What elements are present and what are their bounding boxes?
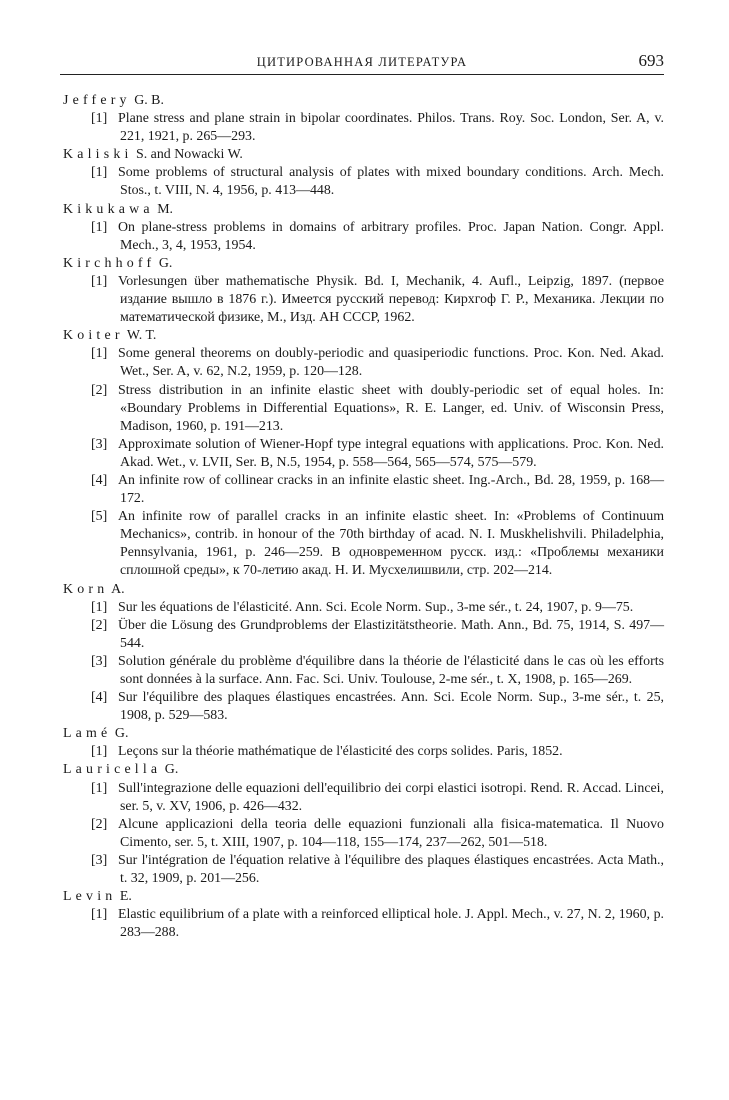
author-initials: G. [114,726,129,742]
reference-text: Leçons sur la théorie mathématique de l'élasticité des corps solides. Paris, 1852. [118,744,563,760]
reference-text: Approximate solution of Wiener-Hopf type integral equations with applications. Proc. Kon. Ned. Akad. Wet., v. LVII, Ser. B, N.5, 1954, p. 558—564, 565—574, 575—579. [118,436,664,470]
reference-number: [1] [91,599,108,615]
author-heading [60,327,664,345]
reference-text: Stress distribution in an infinite elastic sheet with doubly-periodic set of equal holes. In: «Boundary Problems in Differential Equations», R. E. Langer, ed. Univ. of Wisconsin Press, Madison, 1960, p. 191—213. [118,382,664,434]
author-initials: W. T. [126,328,157,344]
author-surname: Lauricella [63,762,162,778]
author-initials: G. B. [134,93,164,108]
author-heading [60,888,664,906]
reference-text: Some problems of structural analysis of plates with mixed boundary conditions. Arch. Mech. Stos., t. VIII, N. 4, 1956, p. 413—448. [118,165,664,199]
author-heading [60,201,664,219]
reference-item [60,382,664,436]
reference-text: Alcune applicazioni della teoria delle equazioni funzionali alla fisica-matematica. Il Nuovo Cimento, ser. 5, t. XIII, 1907, p. 104—118, 155—174, 237—262, 501—518. [118,816,664,850]
reference-text: Some general theorems on doubly-periodic and quasiperiodic functions. Proc. Kon. Ned. Akad. Wet., Ser. A, v. 62, N.2, 1959, p. 120—128. [118,346,664,380]
author-heading [60,92,664,110]
reference-item [60,689,664,725]
reference-number: [2] [91,382,108,398]
author-heading [60,725,664,743]
reference-item [60,164,664,200]
author-initials: G. [158,255,173,271]
reference-item [60,743,664,761]
reference-item [60,852,664,888]
reference-item [60,617,664,653]
reference-text: Sur l'intégration de l'équation relative à l'équilibre des plaques élastiques encastrées. Acta Math., t. 32, 1909, p. 201—256. [118,852,664,887]
reference-item [60,345,664,381]
reference-item [60,219,664,255]
reference-text: Elastic equilibrium of a plate with a reinforced elliptical hole. J. Appl. Mech., v. 27, N. 2, 1960, p. 283—288. [118,907,664,941]
author-initials: G. [164,762,179,778]
reference-item [60,508,664,580]
reference-number: [3] [91,653,108,669]
reference-number: [1] [91,165,108,181]
reference-number: [1] [91,273,108,289]
author-surname: Levin [63,889,117,905]
reference-number: [4] [91,690,108,706]
author-initials: M. [157,201,174,217]
reference-text: Sull'integrazione delle equazioni dell'equilibrio dei corpi elastici isotropi. Rend. R. Accad. Lincei, ser. 5, v. XV, 1906, p. 426—432. [118,780,664,814]
author-heading [60,146,664,164]
reference-item [60,472,664,508]
author-initials: E. [119,889,132,905]
author-surname: Kaliski [63,147,133,163]
author-initials: A. [111,581,125,597]
reference-text: On plane-stress problems in domains of arbitrary profiles. Proc. Japan Nation. Congr. Appl. Mech., 3, 4, 1953, 1954. [118,219,664,253]
reference-text: Vorlesungen über mathematische Physik. Bd. I, Mechanik, 4. Aufl., Leipzig, 1897. (первое издание вышло в 1876 г.). Имеется русский перевод: Кирхгоф Г. Р., Механика. Лекции по математической физике, М., Изд. АН СССР, 1962. [118,273,664,326]
reference-text: Sur les équations de l'élasticité. Ann. Sci. Ecole Norm. Sup., 3-me sér., t. 24, 1907, p. 9—75. [118,599,634,615]
reference-number: [1] [91,111,108,127]
bibliography-list [60,92,664,942]
reference-number: [2] [91,617,108,633]
reference-number: [1] [91,346,108,362]
author-surname: Kirchhoff [63,255,156,271]
reference-text: Über die Lösung des Grundproblems der Elastizitätstheorie. Math. Ann., Bd. 75, 1914, S. 497—544. [118,617,664,651]
reference-number: [3] [91,436,108,452]
author-heading [60,255,664,273]
author-initials: S. and Nowacki W. [136,147,243,163]
reference-text: An infinite row of parallel cracks in an infinite elastic sheet. In: «Problems of Continuum Mechanics», contrib. in honour of the 70th birthday of acad. N. I. Muskhelishvili. Philadelphia, Pennsylvania, 1961, p. 246—259. В одновременном русск. изд.: «Проблемы механики сплошной среды», к 70-летию акад. Н. И. Мусхелишвили, стр. 202—214. [118,509,664,579]
reference-item [60,599,664,617]
author-heading [60,581,664,599]
reference-number: [1] [91,907,108,923]
author-surname: Korn [63,581,109,597]
reference-number: [1] [91,780,108,796]
reference-text: Solution générale du problème d'équilibre dans la théorie de l'élasticité dans le cas où les efforts sont données à la surface. Ann. Fac. Sci. Univ. Toulouse, 2-me sér., t. X, 1908, p. 165—269. [118,653,664,687]
reference-item [60,906,664,942]
running-header [60,48,664,75]
reference-number: [1] [91,219,108,235]
author-heading [60,761,664,779]
author-surname: Kikukawa [63,201,154,217]
page-number: 693 [638,51,664,70]
reference-text: An infinite row of collinear cracks in an infinite elastic sheet. Ing.-Arch., Bd. 28, 1959, p. 168—172. [118,472,664,507]
reference-number: [4] [91,472,108,488]
reference-number: [5] [91,509,108,525]
author-surname: Jeffery [63,93,131,108]
reference-item [60,273,664,327]
reference-number: [2] [91,816,108,832]
reference-item [60,816,664,852]
reference-item [60,110,664,146]
running-title: ЦИТИРОВАННАЯ ЛИТЕРАТУРА [256,55,468,69]
reference-text: Plane stress and plane strain in bipolar coordinates. Philos. Trans. Roy. Soc. London, Ser. A, v. 221, 1921, p. 265—293. [118,111,664,145]
author-surname: Lamé [63,726,112,742]
reference-number: [1] [91,744,108,760]
reference-number: [3] [91,852,108,868]
reference-text: Sur l'équilibre des plaques élastiques encastrées. Ann. Sci. Ecole Norm. Sup., 3-me sér., t. 25, 1908, p. 529—583. [118,690,664,724]
reference-item [60,780,664,816]
reference-item [60,436,664,472]
author-surname: Koiter [63,328,124,344]
reference-item [60,653,664,689]
